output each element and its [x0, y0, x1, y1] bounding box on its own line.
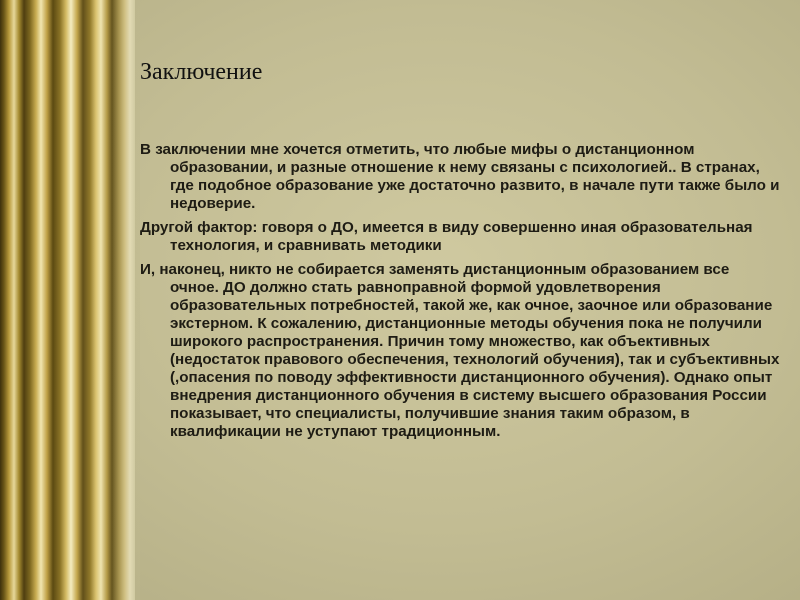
stripe-fade — [100, 0, 140, 600]
slide-title: Заключение — [140, 59, 263, 85]
paragraph-conclusion: В заключении мне хочется отметить, что любые мифы о дистанционном образовании, и разные отношение к нему связаны с психологией.. В странах, где подобное образование уже достаточно развито, в начале пути также было и недоверие. — [140, 141, 780, 212]
paragraph-another-factor: Другой фактор: говоря о ДО, имеется в виду совершенно иная образовательная технология, и сравнивать методики — [140, 219, 753, 254]
paragraph-finally: И, наконец, никто не собирается заменять дистанционным образованием все очное. ДО должно стать равноправной формой удовлетворения образовательных потребностей, такой же, как очное, заочное или образование экстерном. К сожалению, дистанционные методы обучения пока не получили широкого распространения. Причин тому множество, как объективных (недостаток правового обеспечения, технологий обучения), так и субъективных (,опасения по поводу эффективности дистанционного обучения). Однако опыт внедрения дистанционного обучения в систему высшего образования России показывает, что специалисты, получившие знания таким образом, в квалификации не уступают традиционным. — [140, 261, 780, 440]
slide-body — [140, 141, 780, 447]
